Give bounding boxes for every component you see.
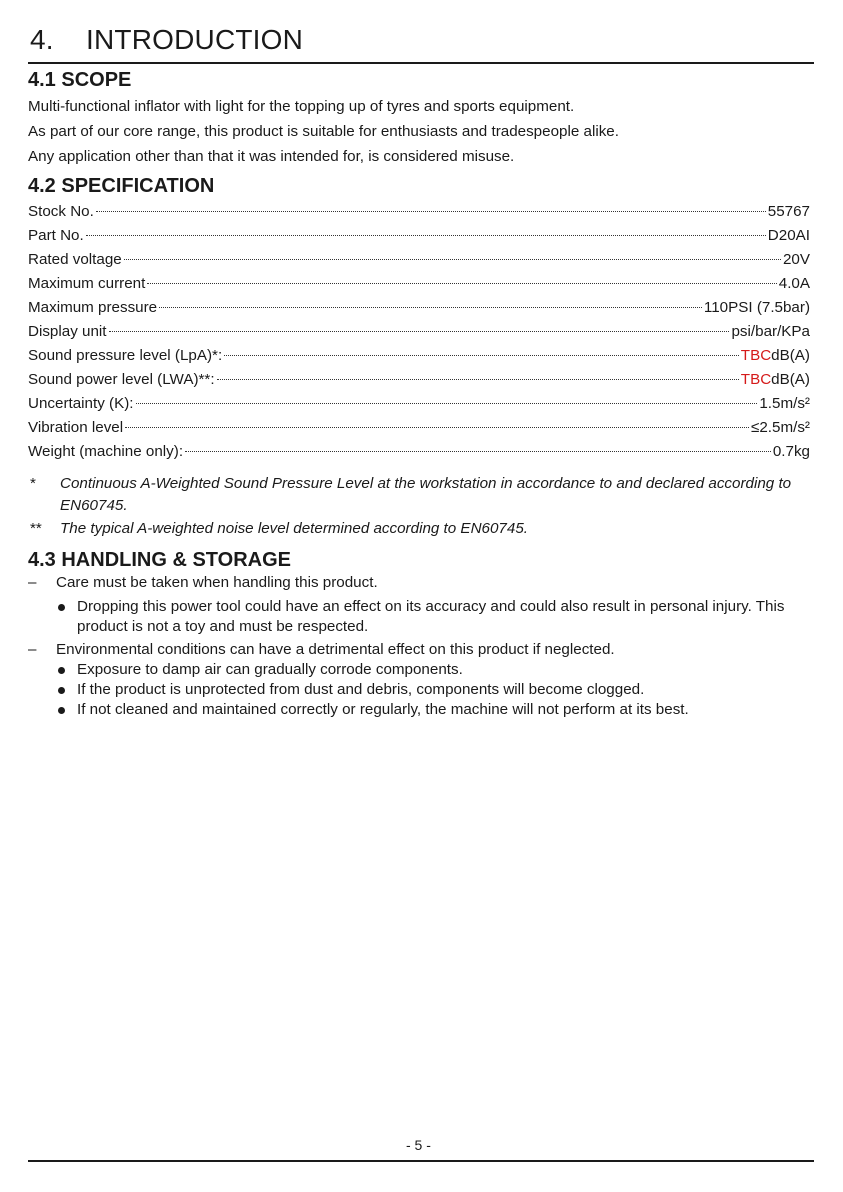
dot-leader <box>109 331 730 332</box>
spec-row-uncertainty <box>28 392 810 416</box>
spec-value: dB(A) <box>771 347 810 364</box>
spec-value: D20AI <box>767 227 810 244</box>
bullet-text: If not cleaned and maintained correctly or regularly, the machine will not perform at its best. <box>77 701 689 718</box>
dot-leader <box>124 259 781 260</box>
handling-bullet <box>56 660 801 680</box>
spec-value-tbc: TBC <box>740 371 772 388</box>
dot-leader <box>136 403 758 404</box>
spec-value: 20V <box>782 251 810 268</box>
dot-leader <box>96 211 766 212</box>
spec-label: Part No. <box>28 227 84 244</box>
scope-line-2: As part of our core range, this product is suitable for enthusiasts and tradespeople alike. <box>28 123 619 140</box>
top-rule <box>28 62 814 64</box>
dot-leader <box>217 379 739 380</box>
spec-value-tbc: TBC <box>740 347 772 364</box>
bullet-dot <box>58 687 65 694</box>
spec-value: 1.5m/s² <box>759 395 810 412</box>
dot-leader <box>185 451 771 452</box>
spec-row-part-no <box>28 224 810 248</box>
bullet-text: Exposure to damp air can gradually corrode components. <box>77 661 463 678</box>
spec-row-vibration <box>28 416 810 440</box>
handling-item-1 <box>28 572 814 594</box>
dash-marker: – <box>28 574 37 591</box>
spec-value: dB(A) <box>771 371 810 388</box>
dot-leader <box>125 427 749 428</box>
dot-leader <box>159 307 702 308</box>
spec-label: Maximum pressure <box>28 299 158 316</box>
footnote-text: The typical A-weighted noise level determined according to EN60745. <box>60 520 528 537</box>
footnote-marker: * <box>30 475 36 492</box>
spec-label: Sound pressure level (LpA)*: <box>28 347 223 364</box>
section-heading <box>30 24 303 56</box>
spec-value: psi/bar/KPa <box>731 323 810 340</box>
scope-line-1: Multi-functional inflator with light for the topping up of tyres and sports equipment. <box>28 98 575 115</box>
handling-bullet <box>56 680 801 700</box>
document-page <box>28 0 814 1192</box>
footnote-2 <box>28 518 814 540</box>
spec-row-rated-voltage <box>28 248 810 272</box>
handling-bullet <box>56 597 801 637</box>
handling-bullet <box>56 700 801 720</box>
section-title: INTRODUCTION <box>86 24 304 55</box>
scope-line-3: Any application other than that it was intended for, is considered misuse. <box>28 148 515 165</box>
page-number: - 5 - <box>406 1137 431 1153</box>
footnote-marker: ** <box>30 520 42 537</box>
spec-label: Weight (machine only): <box>28 443 184 460</box>
spec-label: Stock No. <box>28 203 94 220</box>
spec-label: Rated voltage <box>28 251 122 268</box>
spec-label: Sound power level (LWA)**: <box>28 371 215 388</box>
bullet-dot <box>58 604 65 611</box>
spec-label: Maximum current <box>28 275 146 292</box>
handling-item-text: Care must be taken when handling this product. <box>56 574 378 591</box>
spec-value: ≤2.5m/s² <box>751 419 810 436</box>
footnote-1 <box>28 473 814 517</box>
bullet-text: If the product is unprotected from dust and debris, components will become clogged. <box>77 681 645 698</box>
dot-leader <box>224 355 739 356</box>
spec-row-maximum-current <box>28 272 810 296</box>
spec-row-display-unit <box>28 320 810 344</box>
spec-row-sound-pressure <box>28 344 810 368</box>
specification-heading: 4.2 SPECIFICATION <box>28 175 215 197</box>
spec-row-maximum-pressure <box>28 296 810 320</box>
handling-heading: 4.3 HANDLING & STORAGE <box>28 549 291 571</box>
footnote-text: Continuous A-Weighted Sound Pressure Level at the workstation in accordance to and declared according to EN60745. <box>60 475 792 514</box>
spec-label: Display unit <box>28 323 107 340</box>
spec-row-stock-no <box>28 200 810 224</box>
bottom-rule <box>28 1160 814 1162</box>
spec-row-weight <box>28 440 810 464</box>
bullet-dot <box>58 667 65 674</box>
spec-value: 110PSI (7.5bar) <box>703 299 810 316</box>
spec-value: 4.0A <box>778 275 810 292</box>
spec-value: 0.7kg <box>772 443 810 460</box>
specification-table <box>28 200 810 464</box>
handling-item-text: Environmental conditions can have a detrimental effect on this product if neglected. <box>56 641 615 658</box>
dot-leader <box>86 235 766 236</box>
scope-heading: 4.1 SCOPE <box>28 69 132 91</box>
dash-marker: – <box>28 641 37 658</box>
handling-item-2 <box>28 639 814 661</box>
dot-leader <box>147 283 776 284</box>
spec-label: Vibration level <box>28 419 124 436</box>
bullet-dot <box>58 707 65 714</box>
spec-label: Uncertainty (K): <box>28 395 134 412</box>
spec-row-sound-power <box>28 368 810 392</box>
section-number: 4. <box>30 24 54 55</box>
spec-value: 55767 <box>767 203 810 220</box>
bullet-text: Dropping this power tool could have an effect on its accuracy and could also result in personal injury. This product is not a toy and must be respected. <box>77 598 785 635</box>
